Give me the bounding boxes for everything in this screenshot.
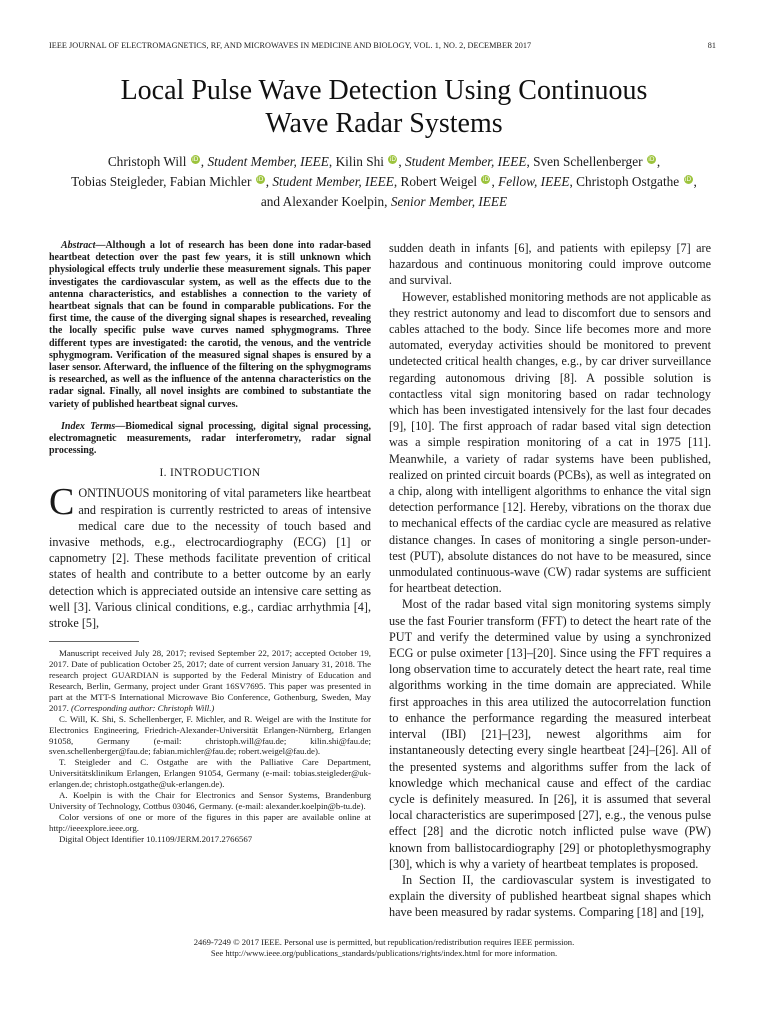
abstract-label: Abstract bbox=[61, 240, 96, 251]
author-role: Student Member, IEEE bbox=[272, 174, 394, 189]
corresponding-author: (Corresponding author: Christoph Will.) bbox=[71, 702, 215, 713]
orcid-icon[interactable]: iD bbox=[648, 156, 655, 163]
section-number: I. bbox=[159, 467, 167, 480]
title-line-2: Wave Radar Systems bbox=[265, 108, 503, 139]
index-terms-text: Biomedical signal processing, digital signal processing, electromagnetic measurements, radar interferometry, radar signal processing. bbox=[49, 420, 371, 457]
page-number: 81 bbox=[707, 41, 716, 50]
author-line-1: Christoph Will iD , Student Member, IEEE, Kilin Shi iD , Student Member, IEEE, Sven Schellenberger iD , bbox=[107, 154, 661, 169]
section-heading bbox=[49, 467, 371, 479]
orcid-icon[interactable]: iD bbox=[257, 176, 264, 183]
author-line-3: and Alexander Koelpin, Senior Member, IEEE bbox=[260, 194, 508, 209]
author-name: Sven Schellenberger bbox=[533, 154, 643, 169]
index-terms: Index Terms—Biomedical signal processing, digital signal processing, electromagnetic measurements, radar interferometry, radar signal processing. bbox=[49, 420, 371, 457]
intro-paragraph-1-cont: sudden death in infants [6], and patients with epilepsy [7] are hazardous and continuous monitoring could improve outcome and survival. bbox=[389, 241, 711, 288]
author-name: Kilin Shi bbox=[335, 154, 384, 169]
intro-text: monitoring of vital parameters like heartbeat and respiration is currently restricted to areas of intensive medical care due to the necessity of touch based and invasive methods, e.g., electrocardiography (ECG) [1] or capnometry [2]. These methods facilitate prevention of critical states of health and contribute to a better outcome by an early detection which is appreciated outside an intensive care setting as well [3]. Various clinical conditions, e.g., cardiac arrhythmia [4], stroke [5], bbox=[49, 486, 371, 631]
section-title: NTRODUCTION bbox=[174, 467, 261, 480]
footnote-affiliation-palliative: T. Steigleder and C. Ostgathe are with the Palliative Care Department, Universitätsklinikum Erlangen, Erlangen 91054, Germany (e-mail: tobias.steigleder@uk-erlangen.de; christoph.ostgathe@uk-erlangen.de). bbox=[49, 757, 371, 790]
author-name: Christoph Will bbox=[107, 154, 187, 169]
footnote-affiliation-fau: C. Will, K. Shi, S. Schellenberger, F. Michler, and R. Weigel are with the Institute for Electronics Engineering, Friedrich-Alexander-Universität Erlangen-Nürnberg, Erlangen 91058, Germany (e-mail: christoph.will@fau.de; kilin.shi@fau.de; sven.schellenberger@fau.de; fabian.michler@fau.de; robert.weigel@fau.de). bbox=[49, 713, 371, 757]
author-line-2: Tobias Steigleder, Fabian Michler iD , Student Member, IEEE, Robert Weigel iD , Fellow, IEEE, Christoph Ostgathe iD , bbox=[71, 174, 697, 189]
right-column bbox=[389, 240, 711, 921]
intro-paragraph-2: However, established monitoring methods are not applicable as they restrict autonomy and lead to discomfort due to sensors and cables attached to the body. Since life becomes more and more automated, everyday activities should be monitored to prevent undetected critical health changes, e.g., by car driver surveillance regarding autonomous driving [8]. A possible solution is contactless vital sign monitoring based on radar technology which has been investigated intensively for the last four decades [9], [10]. The first approach of radar based vital sign detection was a simple respiration monitoring of a cat in 1975 [11]. Meanwhile, a variety of radar systems have been published, realized on printed circuit boards (PCBs), as well as integrated on a chip, along with intelligent algorithms to enhance the vital sign detection performance [12]. Hereby, vibrations on the thorax due to mechanical effects of the cardiac cycle are measured as relative distance changes. In cases of monitoring a single person-under-test (PUT), absolute distances do not have to be measured, since unmodulated continuous-wave (CW) radar systems are sufficient for heartbeat detection. bbox=[389, 289, 711, 596]
abstract-text: Although a lot of research has been done into radar-based heartbeat detection over the past few years, it is still unknown which physiological effects truly underlie these measurement signals. This paper investigates the cardiovascular system, as well as the effects due to the antenna characteristics, and establishes a connection to the variety of heartbeat signals that can be found in comparable publications. For the first time, the cause of the diverging signal shapes is researched, revealing the locally specific pulse wave curves named sphygmograms. Three different types are investigated: the carotid, the venous, and the ventricle sphygmogram. Verification of the measured signal shapes is ensured by a laser sensor. Afterward, the influence of the filtering on the sphygmograms is researched, as well as the influence of the antenna characteristics on the radar signal. Finally, all novel insights are combined to substantiate the variety of published heartbeat signal curves. bbox=[49, 240, 371, 410]
copyright-line: 2469-7249 © 2017 IEEE. Personal use is permitted, but republication/redistribution requires IEEE permission. bbox=[193, 937, 575, 947]
author-role: Student Member, IEEE bbox=[207, 154, 329, 169]
drop-cap: C bbox=[49, 481, 75, 524]
author-role: Fellow, IEEE bbox=[498, 174, 570, 189]
author-role: Student Member, IEEE bbox=[404, 154, 527, 169]
orcid-icon[interactable]: iD bbox=[684, 176, 692, 183]
journal-name: IEEE JOURNAL OF ELECTROMAGNETICS, RF, AND MICROWAVES IN MEDICINE AND BIOLOGY, VOL. 1, NO. 2, DECEMBER 2017 bbox=[49, 41, 532, 50]
rights-url-line: See http://www.ieee.org/publications_standards/publications/rights/index.html for more information. bbox=[210, 948, 558, 958]
author-name: and Alexander Koelpin bbox=[260, 194, 385, 209]
footnote-color-versions: Color versions of one or more of the figures in this paper are available online at http://ieeexplore.ieee.org. bbox=[49, 811, 371, 833]
abstract: Abstract—Although a lot of research has been done into radar-based heartbeat detection over the past few years, it is still unknown which physiological effects truly underlie these measurement signals. This paper investigates the cardiovascular system, as well as the effects due to the antenna characteristics, and establishes a connection to the variety of heartbeat signals that can be found in comparable publications. For the first time, the cause of the diverging signal shapes is researched, revealing the locally specific pulse wave curves named sphygmograms. Three different types are investigated: the carotid, the venous, and the ventricle sphygmogram. Verification of the measured signal shapes is ensured by a laser sensor. Afterward, the influence of the filtering on the sphygmograms is researched, as well as the influence of the antenna characteristics on the radar signal. Finally, all novel insights are combined to substantiate the variety of published heartbeat signal curves. bbox=[49, 240, 371, 410]
author-name: Robert Weigel bbox=[400, 174, 478, 189]
author-name: Christoph Ostgathe bbox=[576, 174, 680, 189]
author-name: Tobias Steigleder bbox=[71, 174, 164, 189]
orcid-icon[interactable]: iD bbox=[482, 176, 490, 183]
footnote-text: Manuscript received July 28, 2017; revised September 22, 2017; accepted October 19, 2017. Date of publication October 25, 2017; date of current version January 31, 2018. The research project GUARDIAN is supported by the Federal Ministry of Education and Research, Berlin, Germany, project under Grant 16SV7695. This paper was presented in part at the MTT-S International Microwave Bio Conference, Gothenburg, Sweden, May 2017. bbox=[49, 648, 371, 713]
author-list bbox=[40, 152, 728, 212]
intro-paragraph-1 bbox=[49, 481, 371, 631]
orcid-icon[interactable]: iD bbox=[192, 156, 199, 163]
title-line-1: Local Pulse Wave Detection Using Continuous bbox=[120, 75, 648, 106]
orcid-icon[interactable]: iD bbox=[389, 156, 396, 163]
author-name: Fabian Michler bbox=[169, 174, 252, 189]
intro-paragraph-3: Most of the radar based vital sign monitoring systems simply use the fast Fourier transform (FFT) to detect the heart rate of the PUT and verify the determined value by using a synchronized ECG or pulse oximeter [13]–[20]. Since using the FFT requires a long observation time to accurately detect the heart rate, real time algorithms working in the time domain are appreciated. While first approaches in this area utilized the autocorrelation function to enhance the performance regarding the measured interbeat interval (IBI) [21]–[23], newest algorithms aim for instantaneously detecting every single heartbeat [24]–[26]. All of the presented systems and algorithms suffer from the lack of knowledge which mechanical cause and effect of the cardiac cycle is definitely measured. In [26], it is assumed that several local characteristics are superimposed [27], e.g., the venous pulse effect [28] and the dicrotic notch inflicted pulse wave (PW) known from ballistocardiography [29] or photoplethysmography [30], which is why a variety of heartbeat templates is proposed. bbox=[389, 597, 711, 871]
copyright-footer bbox=[40, 937, 728, 959]
index-terms-label: Index Terms bbox=[61, 420, 116, 432]
footnote-divider bbox=[49, 641, 139, 642]
paper-title bbox=[60, 74, 708, 140]
author-role: Senior Member, IEEE bbox=[390, 194, 508, 209]
left-column bbox=[49, 240, 371, 845]
intro-paragraph-4: In Section II, the cardiovascular system is investigated to explain the diversity of published heartbeat signal shapes which have been measured by radar systems. Comparing [18] and [19], bbox=[389, 872, 711, 920]
footnote-doi: Digital Object Identifier 10.1109/JERM.2017.2766567 bbox=[59, 833, 253, 844]
intro-caps: ONTINUOUS bbox=[78, 486, 150, 501]
footnote-affiliation-btu: A. Koelpin is with the Chair for Electronics and Sensor Systems, Brandenburg University of Technology, Cottbus 03046, Germany. (e-mail: alexander.koelpin@b-tu.de). bbox=[49, 790, 371, 811]
section-initial: I bbox=[170, 467, 175, 480]
footnote-manuscript bbox=[49, 648, 371, 713]
running-header bbox=[49, 41, 716, 53]
